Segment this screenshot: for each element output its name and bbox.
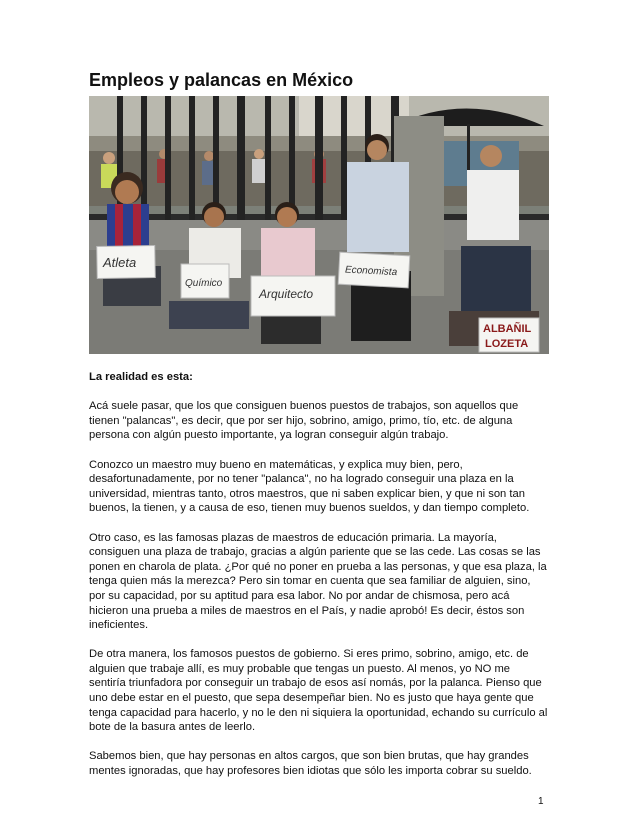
sign-economista [338, 252, 410, 288]
page-title: Empleos y palancas en México [89, 70, 354, 90]
sign-albanil-line2: LOZETA [485, 338, 529, 350]
sign-quimico-label: Químico [185, 278, 223, 289]
paragraph-2: Conozco un maestro muy bueno en matemáticas, y explica muy bien, pero, desafortunadamente, por no tener "palanca", no ha logrado conseguir una plaza en la universidad, mientras tanto, otros maestros, que ni saben explicar bien, y que ni son tan buenos, la tienen, y a causa de eso, tienen muy buenos sueldos, y dan tiempo completo. [89, 458, 530, 515]
article-body [89, 370, 549, 793]
photo-men-holding-signs [89, 96, 549, 354]
paragraph-3: Otro caso, es las famosas plazas de maestros de educación primaria. La mayoría, consiguen una plaza de trabajo, gracias a algún pariente que se las cede. Las cosas se las ponen en charola de plata. ¿Por qué no poner en prueba a las personas, y que esa plaza, la tenga quien más la merezca? Pero sin tomar en cuenta que sea familiar de alguien, sino, por su capacidad, por su aptitud para esa labor. No por andar de chismosa, pero acá hicieron una prueba a miles de maestros en el País, y nadie aprobó! Es decir, éstos son ineficientes. [89, 531, 547, 632]
sign-quimico [181, 264, 229, 298]
sign-arquitecto-label: Arquitecto [259, 287, 314, 301]
page-number: 1 [538, 796, 544, 807]
section-subheading: La realidad es esta: [89, 371, 193, 383]
sign-arquitecto [251, 276, 335, 316]
paragraph-5: Sabemos bien, que hay personas en altos cargos, que son bien brutas, que hay grandes mentes ignoradas, que hay profesores bien idiotas que sólo les importa cobrar su sueldo. [89, 750, 532, 778]
sign-atleta [97, 245, 156, 278]
sign-albanil-line1: ALBAÑIL [483, 323, 532, 335]
paragraph-4: De otra manera, los famosos puestos de gobierno. Si eres primo, sobrino, amigo, etc. de alguien que trabaje allí, es muy probable que tengas un puesto. Al menos, yo NO me sentiría triunfadora por conseguir un trabajo de esos así nomás, por la palanca. Pienso que uno debe estar en el puesto, que sepa desempeñar bien. No es justo que haya gente que tenga capacidad para hacerlo, y no le den ni siquiera la oportunidad, echando su currículo al bote de la basura antes de leerlo. [89, 648, 548, 734]
sign-albanil [479, 318, 539, 352]
sign-atleta-label: Atleta [103, 255, 137, 270]
paragraph-1: Acá suele pasar, que los que consiguen buenos puestos de trabajos, son aquellos que tienen "palancas", es decir, que por ser hijo, sobrino, amigo, primo, tío, etc. de alguna persona con algún puesto importante, ya logran conseguir algún trabajo. [89, 400, 519, 442]
sign-economista-label: Economista [344, 264, 398, 279]
